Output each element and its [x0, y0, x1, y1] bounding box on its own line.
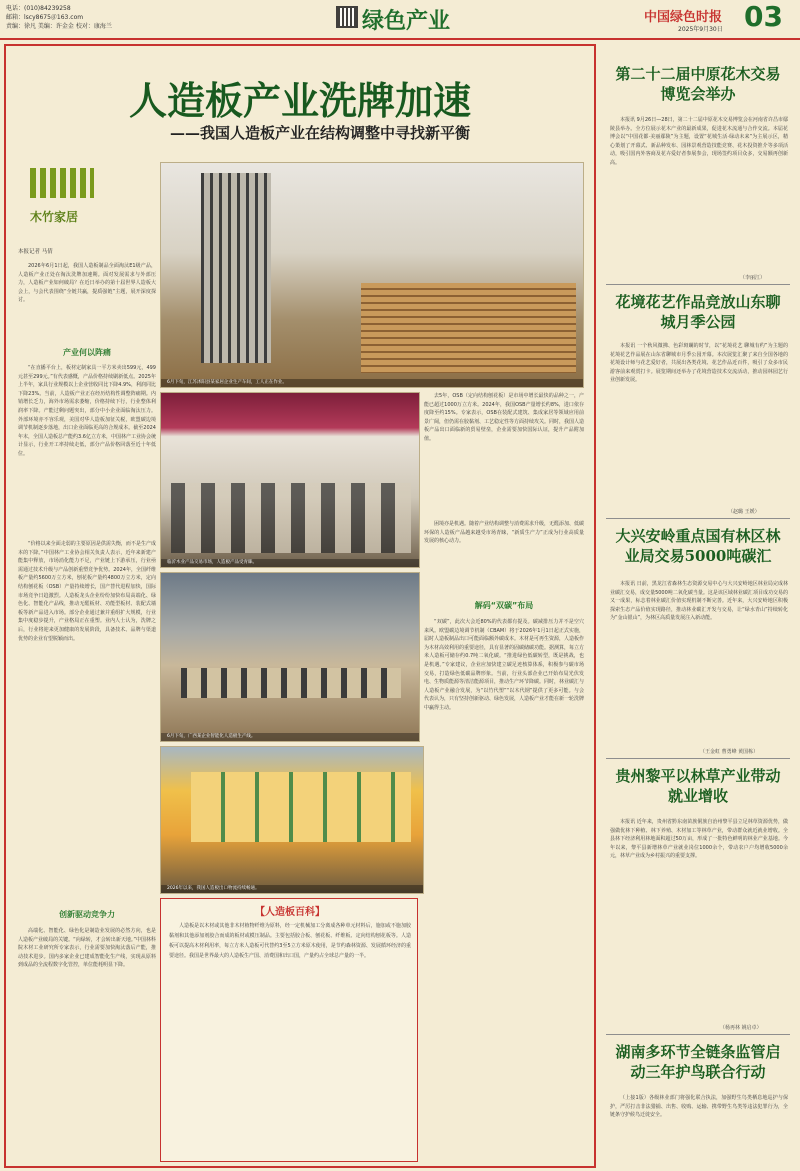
photo-caption-4: 2026年以来，我国人造板出口物流持续畅通。 [161, 885, 423, 893]
lead-subhead: ——我国人造板产业在结构调整中寻找新平衡 [170, 124, 471, 142]
divider [606, 284, 790, 285]
issue-date: 2025年9月30日 [678, 26, 723, 33]
sidebar-text-3 [610, 580, 788, 744]
photo-stacked-boards [361, 283, 576, 373]
photo-caption-2: 临沂木业产品交易市场，人造板产品受青睐。 [161, 559, 419, 567]
sidebar-para-5: （上接1版）各级林业部门将强化联合执法，加强野生鸟类栖息地巡护与保护，严厉打击非法猎捕、出售、收购、运输、携带野生鸟类等违法犯罪行为，全链条守护候鸟迁徙安全。 [610, 1095, 788, 1119]
sidebar-para-3: 本报讯 日前，黑龙江省森林生态资源交易中心与大兴安岭地区林业局完成林业碳汇交易，成交量5000吨二氧化碳当量。这是该区域林业碳汇项目成功交易的又一成果，标志着林业碳汇价值实现机制不断完善。近年来，大兴安岭地区积极探索生态产品价值实现路径，推动林业碳汇开发与交易，让“绿水青山”持续转化为“金山银山”，为林区高质量发展注入新动能。 [610, 581, 788, 622]
photo-factory-workers [160, 162, 584, 388]
column-label: 木竹家居 [30, 210, 79, 224]
lead-col2-subhead: 创新驱动竞争力 [59, 910, 115, 919]
lead-col2b-para: 高端化、智能化、绿色化是制造业发展的必然方向，也是人造板产业破局的关键。“向绿转，才会转出新天地。”中国林科院木材工业研究所专家表示，行业需要加快淘汰落后产能，推动技术进步。国内多家企业已建成智能化生产线，实现从原料到成品的全流程数字化管控，单位能耗明显下降。 [18, 928, 156, 969]
lead-headline: 人造板产业洗牌加速 [128, 78, 471, 123]
sidebar-headline-4: 贵州黎平以林草产业带动就业增收 [615, 767, 781, 805]
sidebar-headline-3: 大兴安岭重点国有林区林业局交易5000吨碳汇 [615, 527, 781, 565]
sidebar-author-1: （李丽江） [740, 275, 766, 281]
email-line: 邮箱：lscy8675＠163.com [6, 14, 84, 21]
contact-info [6, 4, 112, 31]
page-number: 03 [744, 0, 783, 33]
photo-caption-1: 6月下旬，江苏沭阳县某家居企业生产车间，工人正在作业。 [161, 379, 583, 387]
photo-people [171, 483, 411, 553]
sidebar-para-2: 本报讯 一个秋风微拂、色彩斑斓的时节，以“花境花艺 聊城有约”为主题的花境花艺作品展在山东省聊城市月季公园开幕。本次展览汇聚了来自全国各地的花境设计师与花艺爱好者，共展出各类花境、花艺作品近百件，吸引了众多市民游客前来观赏打卡。展览期间还举办了花境营造技术交流活动，推动园林园艺行业创新发展。 [610, 343, 788, 384]
lead-col1-para: 2026年6月1日起，我国人造板制品全面淘汰E1级产品，人造板产业正处在淘汰洗牌加速期。面对发展需求与外部压力，人造板产业如何破局？在近日举办的第十届世界人造板大会上，与会代表围绕“全链共赢，提质强链”主题，展开深度探讨。 [18, 263, 156, 304]
lead-col1-subhead: 产业何以阵痛 [63, 348, 111, 357]
qr-code-icon [336, 6, 358, 28]
lead-col2b-text [18, 927, 156, 1161]
section-title: 绿色产业 [362, 8, 451, 34]
lead-col3c-text [424, 618, 584, 1162]
encyclopedia-para: 人造板是以木材或其他非木材植物纤维为原料，经一定机械加工分离成各种单元材料后，施加或不施加胶黏剂和其他添加剂胶合而成的板材或模压制品。主要包括胶合板、刨花板、纤维板、定向结构刨花板等。人造板可以提高木材利用率，每立方米人造板可代替约3至5立方米原木使用，是节约森林资源、发展循环经济的重要途径。我国是世界最大的人造板生产国、消费国和出口国，产量约占全球总产量的一半。 [169, 923, 411, 959]
sidebar-text-4 [610, 818, 788, 1018]
sidebar-author-3: （王金虹 曹勇峰 黄国栋） [700, 749, 759, 755]
sidebar-text-1 [610, 116, 788, 272]
phone-line: 电话：(010)84239258 [6, 5, 71, 12]
divider [606, 518, 790, 519]
masthead [0, 0, 800, 40]
sidebar-headline-5: 湖南多环节全链条监管启动三年护鸟联合行动 [615, 1043, 781, 1081]
lead-col3b-text [424, 520, 584, 578]
photo-logistics [160, 746, 424, 894]
sidebar-headline-1: 第二十二届中原花木交易博览会举办 [615, 65, 781, 103]
divider [606, 758, 790, 759]
photo-production-line [160, 572, 420, 742]
lead-col2-para: “价格以来全面走弱的主要原因是供需失衡，而不是生产成本的下降。”中国林产工业协会相关负责人表示，近年来新建产能集中释放，市场消化能力不足，产业链上下游承压，行业亟需通过技术升级与产品创新重塑竞争优势。2024年，全国纤维板产量约5600万立方米，刨花板产量约4800万立方米，定向结构刨花板（OSB）产量持续增长，国产替代进程加快，国际市场竞争日趋激烈。人造板龙头企业纷纷加快布局高端化、绿色化、智能化产品线，推动无醛板材、功能型板材、装配式墙板等新产品进入市场。部分企业通过兼并重组扩大规模，行业集中度稳步提升，产业格局正在重塑。业内人士认为，洗牌之后，行业将迎来更加健康的发展阶段，具备技术、品牌与渠道优势的企业有望脱颖而出。 [18, 541, 156, 642]
encyclopedia-title: 【人造板百科】 [255, 907, 325, 918]
photo-conveyor [181, 668, 401, 698]
sidebar-headline-2: 花境花艺作品竞放山东聊城月季公园 [615, 293, 781, 331]
encyclopedia-box [160, 898, 418, 1162]
sidebar-para-1: 本报讯 9月26日—28日，第二十二届中原花木交易博览会在河南省许昌市鄢陵县举办。全方位展示花木产业的最新成果，促进花木流通与合作交流。本届花博会以“中国花都·美丽鄢陵”为主题，设置“花城生活·绿动未来”为主展示区，精心策划了开幕式、新品种发布、园林景观营造技能竞赛、花木投资推介等多项活动，吸引国内外客商及花卉爱好者参展参会，现场签约项目众多，交易额再创新高。 [610, 117, 788, 166]
column-logo [30, 168, 94, 208]
photo-caption-3: 6月下旬，广西某企业智能化人造板生产线。 [161, 733, 419, 741]
lead-col3-subhead: 解码“双碳”布局 [474, 601, 534, 610]
encyclopedia-text [169, 921, 411, 1151]
sidebar-text-2 [610, 342, 788, 506]
photo-rack [201, 173, 271, 363]
sidebar-para-4: 本报讯 近年来，贵州省黔东南苗族侗族自治州黎平县立足林草资源优势，做强做优林下种植、林下养殖、木材加工等林草产业，带动群众就近就业增收。全县林下经济利用林地面积超过50万亩，形成了一批特色鲜明的林业产业基地。今年以来，黎平县新增林草产业就业岗位1000余个，带动农户户均增收5000余元，林草产业成为乡村振兴的重要支撑。 [610, 819, 788, 860]
lead-col1b-para: “在直播平台上，板材定制家具一平方米卖出599元，499元甚至299元。”有代表感慨，产品价格持续刷新低点。2025年上半年，家具行业规模以上企业营收同比下降4.9%，利润同比下降23%。当前，人造板产业正在经历结构性调整阵痛期。内销增长乏力，海外市场需求萎缩，价格持续下行，行业整体利润率下降。产能过剩问题突出，部分中小企业面临淘汰压力。外部环境亦不容乐观，美国对华人造板加征关税，欧盟碳边境调节机制逐步落地，出口企业面临更高的合规成本。截至2024年末，全国人造板总产能约3.6亿立方米，中国林产工业协会统计显示，行业开工率持续走低，部分产品价格回落至近十年低位。 [18, 365, 156, 457]
sidebar-text-5 [610, 1094, 788, 1164]
editor-line: 责编：徐凡 美编：许金金 校对：康海兰 [6, 23, 112, 30]
sidebar-author-2: （赵璐 王媛） [728, 509, 760, 515]
photo-trade-fair [160, 392, 420, 568]
lead-col2-text [18, 540, 156, 900]
lead-col3b-para: 困境亦是机遇。随着产业结构调整与消费需求升级，无醛添加、低碳环保的人造板产品越来越受市场青睐，“新质生产力”正成为行业高质量发展的核心动力。 [424, 521, 584, 545]
lead-col3-para: 去5年，OSB（定向结构刨花板）是市场中增长最快的品种之一，产能已超过1000万立方米。2024年，我国OSB产量增长约8%，进口依存度降至约15%。专家表示，OSB在装配式建筑、集成家居等领域应用前景广阔，但仍需在胶黏剂、工艺稳定性等方面持续攻关。同时，我国人造板产品出口面临新的贸易壁垒，企业需要加快国际认证，提升产品附加值。 [424, 393, 584, 442]
sidebar-author-4: （杨再林 姚启卓） [720, 1025, 762, 1031]
paper-name: 中国绿色时报 [644, 10, 723, 25]
byline: 本报记者 马倩 [18, 249, 53, 255]
divider [606, 1034, 790, 1035]
lead-col3-text [424, 392, 584, 516]
lead-col3c-para: “双碳”，此次大会近80%的代表都有提及。碳减排压力并不是空穴来风。欧盟碳边境调节机制（CBAM）将于2026年1月1日起正式实施，届时人造板制品出口可能面临额外碳成本。木材是可再生资源，人造板作为木材高效利用的重要途径，具有显著的固碳储碳功能。据测算，每立方米人造板可储存约0.7吨二氧化碳。“推进绿色低碳转型，既是挑战，也是机遇。”专家建议，企业应加快建立碳足迹核算体系，积极参与碳市场交易，打造绿色低碳品牌形象。当前，行业头部企业已开始布局光伏发电、生物质能源等清洁能源项目，推动生产环节降碳。同时，林业碳汇与人造板产业融合发展，为“以竹代塑”“以木代钢”提供了更多可能。与会代表认为，只有坚持创新驱动、绿色发展，人造板产业才能在新一轮洗牌中赢得主动。 [424, 619, 584, 711]
lead-col1-text [18, 262, 156, 342]
bamboo-icon [30, 168, 94, 198]
photo-cargo [191, 772, 411, 842]
